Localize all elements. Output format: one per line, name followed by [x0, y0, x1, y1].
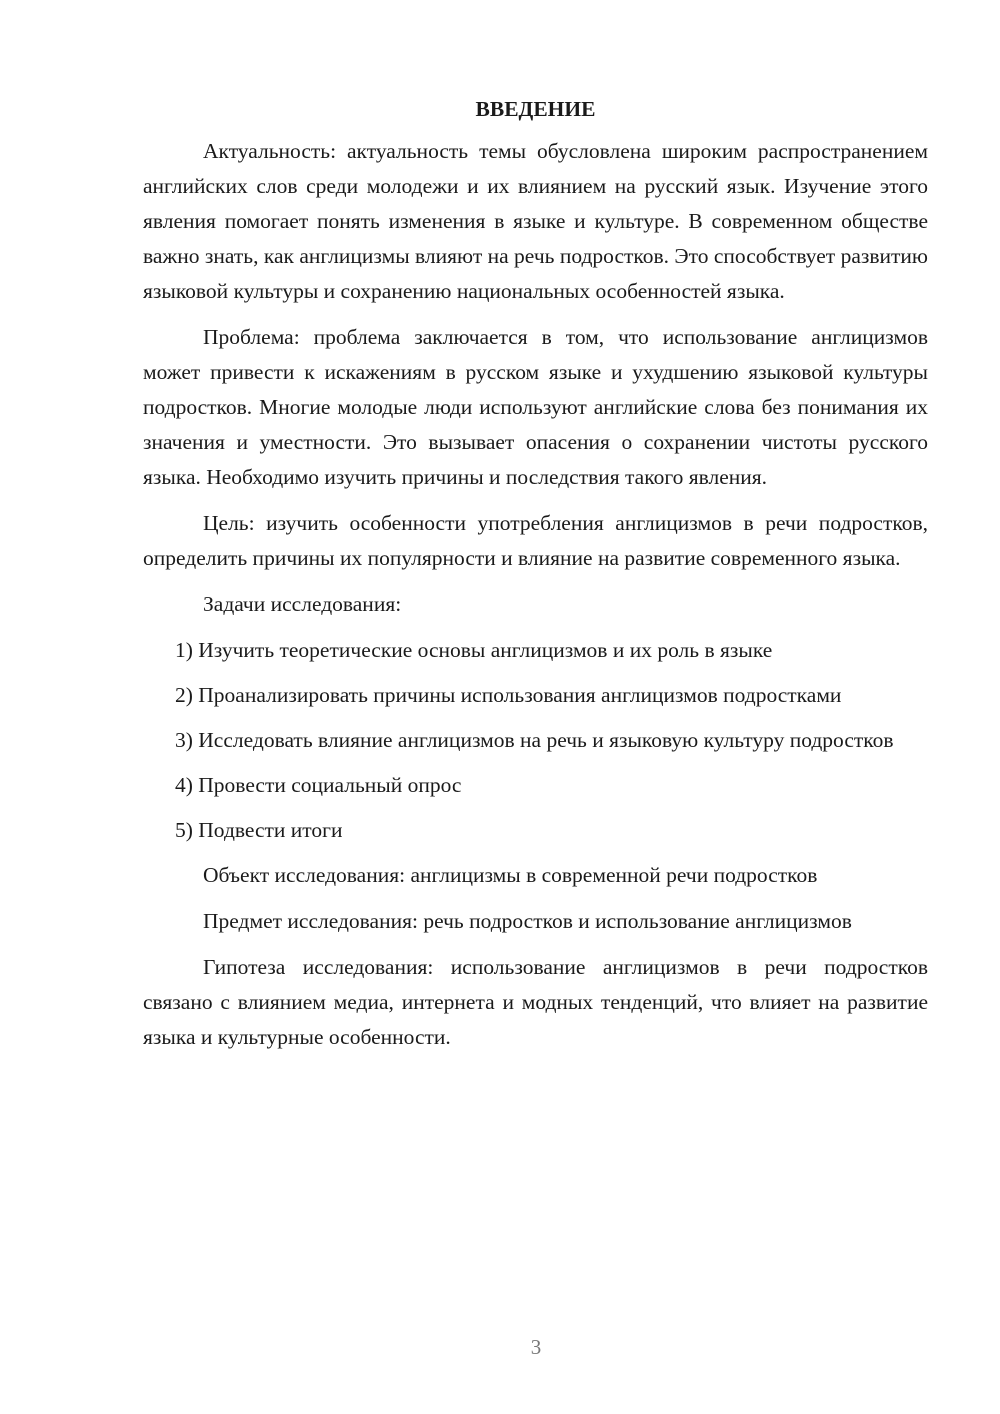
task-item: 3) Исследовать влияние англицизмов на речь и языковую культуру подростков: [175, 728, 894, 752]
paragraph-goal: Цель: изучить особенности употребления англицизмов в речи подростков, определить причины их популярности и влияние на развитие современного языка.: [143, 511, 928, 570]
task-item: 5) Подвести итоги: [175, 818, 343, 842]
task-item: 1) Изучить теоретические основы англицизмов и их роль в языке: [175, 638, 773, 662]
paragraph-subject: Предмет исследования: речь подростков и использование англицизмов: [203, 909, 852, 933]
paragraph-object: Объект исследования: англицизмы в современной речи подростков: [203, 863, 818, 887]
tasks-heading: Задачи исследования:: [203, 592, 402, 616]
paragraph-relevance: Актуальность: актуальность темы обусловлена широким распространением английских слов среди молодежи и их влиянием на русский язык. Изучение этого явления помогает понять изменения в языке и культуре. В современном обществе важно знать, как англицизмы влияют на речь подростков. Это способствует развитию языковой культуры и сохранению национальных особенностей языка.: [143, 139, 928, 303]
task-item: 4) Провести социальный опрос: [175, 773, 462, 797]
page-number: 3: [530, 1335, 542, 1359]
tasks-list: [143, 633, 928, 848]
document-page: [143, 92, 928, 1066]
paragraph-hypothesis: Гипотеза исследования: использование англицизмов в речи подростков связано с влиянием медиа, интернета и модных тенденций, что влияет на развитие языка и культурные особенности.: [143, 955, 928, 1049]
task-item: 2) Проанализировать причины использования англицизмов подростками: [175, 683, 842, 707]
section-title: ВВЕДЕНИЕ: [475, 97, 596, 121]
paragraph-problem: Проблема: проблема заключается в том, что использование англицизмов может привести к искажениям в русском языке и ухудшению языковой культуры подростков. Многие молодые люди используют английские слова без понимания их значения и уместности. Это вызывает опасения о сохранении чистоты русского языка. Необходимо изучить причины и последствия такого явления.: [143, 325, 928, 489]
